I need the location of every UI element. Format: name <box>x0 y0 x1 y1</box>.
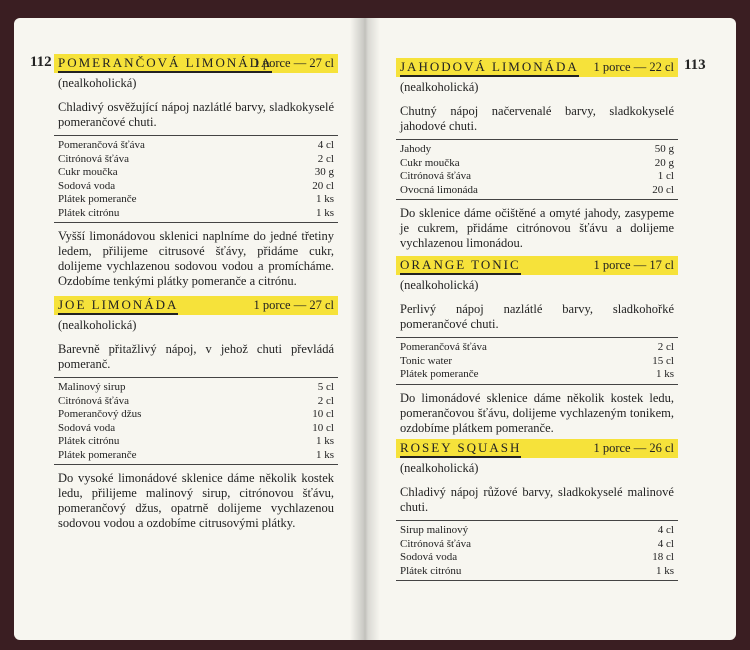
ingredient-amount: 1 cl <box>657 170 674 182</box>
ingredient-row <box>54 422 338 436</box>
recipe-title-bar <box>396 256 678 275</box>
divider <box>396 199 678 200</box>
recipe-description: Chutný nápoj načervenalé barvy, sladkokyselé jahodové chuti. <box>400 104 674 133</box>
ingredient-amount: 20 g <box>654 156 674 169</box>
ingredient-amount: 1 ks <box>655 564 674 577</box>
ingredient-row <box>396 184 678 198</box>
recipe-joe-limonada <box>54 296 338 531</box>
divider <box>396 580 678 581</box>
ingredient-row <box>396 157 678 171</box>
ingredient-table <box>54 139 338 220</box>
ingredient-amount: 18 cl <box>652 551 674 563</box>
page-number-left: 112 <box>30 54 52 70</box>
ingredient-row <box>54 395 338 409</box>
ingredient-name: Plátek pomeranče <box>400 368 479 380</box>
ingredient-name: Cukr moučka <box>400 156 460 169</box>
recipe-portion: 1 porce — 27 cl <box>253 56 334 70</box>
divider <box>54 377 338 378</box>
recipe-subtitle: (nealkoholická) <box>58 318 137 332</box>
recipe-portion: 1 porce — 17 cl <box>593 258 674 272</box>
ingredient-name: Plátek citrónu <box>58 206 120 219</box>
recipe-description: Perlivý nápoj nazlátlé barvy, sladkohořké pomerančové chuti. <box>400 302 674 331</box>
ingredient-row <box>54 166 338 180</box>
ingredient-row <box>396 524 678 538</box>
ingredient-row <box>396 538 678 552</box>
recipe-description: Barevně přitažlivý nápoj, v jehož chuti převládá pomeranč. <box>58 342 334 371</box>
recipe-portion: 1 porce — 27 cl <box>253 298 334 312</box>
ingredient-amount: 5 cl <box>317 381 334 393</box>
divider <box>396 139 678 140</box>
divider <box>396 520 678 521</box>
recipe-title: ROSEY SQUASH <box>400 440 521 458</box>
divider <box>396 337 678 338</box>
recipe-title-bar <box>396 58 678 77</box>
ingredient-row <box>396 355 678 369</box>
divider <box>54 222 338 223</box>
ingredient-amount: 20 cl <box>312 179 334 192</box>
divider <box>396 384 678 385</box>
ingredient-name: Pomerančová šťáva <box>400 341 487 353</box>
ingredient-name: Plátek pomeranče <box>58 448 137 461</box>
ingredient-name: Citrónová šťáva <box>400 537 471 550</box>
recipe-rosey-squash <box>396 439 678 581</box>
ingredient-amount: 10 cl <box>312 421 334 434</box>
recipe-portion: 1 porce — 26 cl <box>593 441 674 455</box>
ingredient-name: Plátek citrónu <box>58 435 120 447</box>
ingredient-row <box>396 368 678 382</box>
ingredient-amount: 1 ks <box>315 193 334 205</box>
recipe-subtitle: (nealkoholická) <box>400 80 479 94</box>
ingredient-amount: 1 ks <box>315 448 334 461</box>
ingredient-name: Malinový sirup <box>58 381 126 393</box>
ingredient-name: Sodová voda <box>400 551 458 563</box>
ingredient-row <box>54 381 338 395</box>
ingredient-row <box>54 153 338 167</box>
ingredient-amount: 30 g <box>314 166 334 178</box>
recipe-title-bar <box>396 439 678 458</box>
ingredient-name: Tonic water <box>400 354 453 367</box>
ingredient-name: Sodová voda <box>58 179 116 192</box>
recipe-title: JOE LIMONÁDA <box>58 297 178 315</box>
ingredient-table <box>396 524 678 578</box>
page-number-right: 113 <box>684 57 706 73</box>
ingredient-row <box>54 408 338 422</box>
recipe-subtitle: (nealkoholická) <box>400 278 479 292</box>
book-gutter <box>350 18 380 640</box>
recipe-subtitle: (nealkoholická) <box>400 461 479 475</box>
ingredient-name: Citrónová šťáva <box>400 170 471 182</box>
recipe-instructions: Do vysoké limonádové sklenice dáme několik kostek ledu, přilijeme malinový sirup, citrónovou šťávu, pomerančový džus, opatrně dolijeme vychlazenou sodovou vodou a ozdobíme citrusovými plátky. <box>58 471 334 530</box>
ingredient-name: Ovocná limonáda <box>400 183 478 196</box>
ingredient-amount: 4 cl <box>657 537 674 550</box>
ingredient-amount: 4 cl <box>317 139 334 151</box>
ingredient-row <box>396 341 678 355</box>
ingredient-row <box>396 551 678 565</box>
ingredient-name: Sodová voda <box>58 421 116 434</box>
ingredient-name: Jahody <box>400 143 432 155</box>
recipe-instructions: Do sklenice dáme očištěné a omyté jahody, zasypeme je cukrem, přidáme citrónovou šťávu a dolijeme vychlazenou limonádou. <box>400 206 674 250</box>
recipe-jahodova-limonada <box>396 58 678 251</box>
ingredient-amount: 1 ks <box>655 368 674 380</box>
recipe-subtitle: (nealkoholická) <box>58 76 137 90</box>
recipe-portion: 1 porce — 22 cl <box>593 60 674 74</box>
ingredient-row <box>54 449 338 463</box>
ingredient-row <box>396 565 678 579</box>
ingredient-amount: 2 cl <box>317 152 334 165</box>
recipe-title: ORANGE TONIC <box>400 257 521 275</box>
ingredient-row <box>54 207 338 221</box>
recipe-pomerancova-limonada <box>54 54 338 289</box>
ingredient-name: Pomerančový džus <box>58 408 142 420</box>
ingredient-table <box>54 381 338 462</box>
ingredient-amount: 10 cl <box>312 408 334 420</box>
ingredient-table <box>396 143 678 197</box>
recipe-title-bar <box>54 54 338 73</box>
ingredient-name: Pomerančová šťáva <box>58 139 145 151</box>
ingredient-amount: 1 ks <box>315 435 334 447</box>
divider <box>54 464 338 465</box>
ingredient-name: Plátek citrónu <box>400 564 462 577</box>
recipe-instructions: Do limonádové sklenice dáme několik kostek ledu, pomerančovou šťávu, dolijeme vychlazeným tonikem, ozdobíme plátkem pomeranče. <box>400 390 674 435</box>
ingredient-name: Citrónová šťáva <box>58 152 129 165</box>
ingredient-name: Citrónová šťáva <box>58 394 129 407</box>
ingredient-amount: 4 cl <box>657 524 674 536</box>
divider <box>54 135 338 136</box>
recipe-description: Chladivý nápoj růžové barvy, sladkokyselé malinové chuti. <box>400 485 674 514</box>
recipe-description: Chladivý osvěžující nápoj nazlátlé barvy, sladkokyselé pomerančové chuti. <box>58 100 334 129</box>
ingredient-table <box>396 341 678 382</box>
ingredient-name: Cukr moučka <box>58 166 118 178</box>
ingredient-row <box>54 193 338 207</box>
recipe-title: POMERANČOVÁ LIMONÁDA <box>58 55 272 73</box>
ingredient-row <box>54 435 338 449</box>
ingredient-amount: 20 cl <box>652 183 674 196</box>
ingredient-amount: 1 ks <box>315 206 334 219</box>
ingredient-row <box>396 143 678 157</box>
ingredient-amount: 15 cl <box>652 354 674 367</box>
ingredient-amount: 50 g <box>654 143 674 155</box>
ingredient-name: Plátek pomeranče <box>58 193 137 205</box>
ingredient-row <box>54 139 338 153</box>
ingredient-amount: 2 cl <box>657 341 674 353</box>
recipe-title: JAHODOVÁ LIMONÁDA <box>400 59 579 77</box>
recipe-title-bar <box>54 296 338 315</box>
ingredient-amount: 2 cl <box>317 394 334 407</box>
ingredient-name: Sirup malinový <box>400 524 469 536</box>
recipe-orange-tonic <box>396 256 678 436</box>
recipe-instructions: Vyšší limonádovou sklenici naplníme do jedné třetiny ledem, přilijeme citrusové šťávy, přidáme cukr, dolijeme vychlazenou sodovou vodou a promícháme. Ozdobíme tenkými plátky pomeranče a citrónu. <box>58 229 334 288</box>
ingredient-row <box>396 170 678 184</box>
ingredient-row <box>54 180 338 194</box>
